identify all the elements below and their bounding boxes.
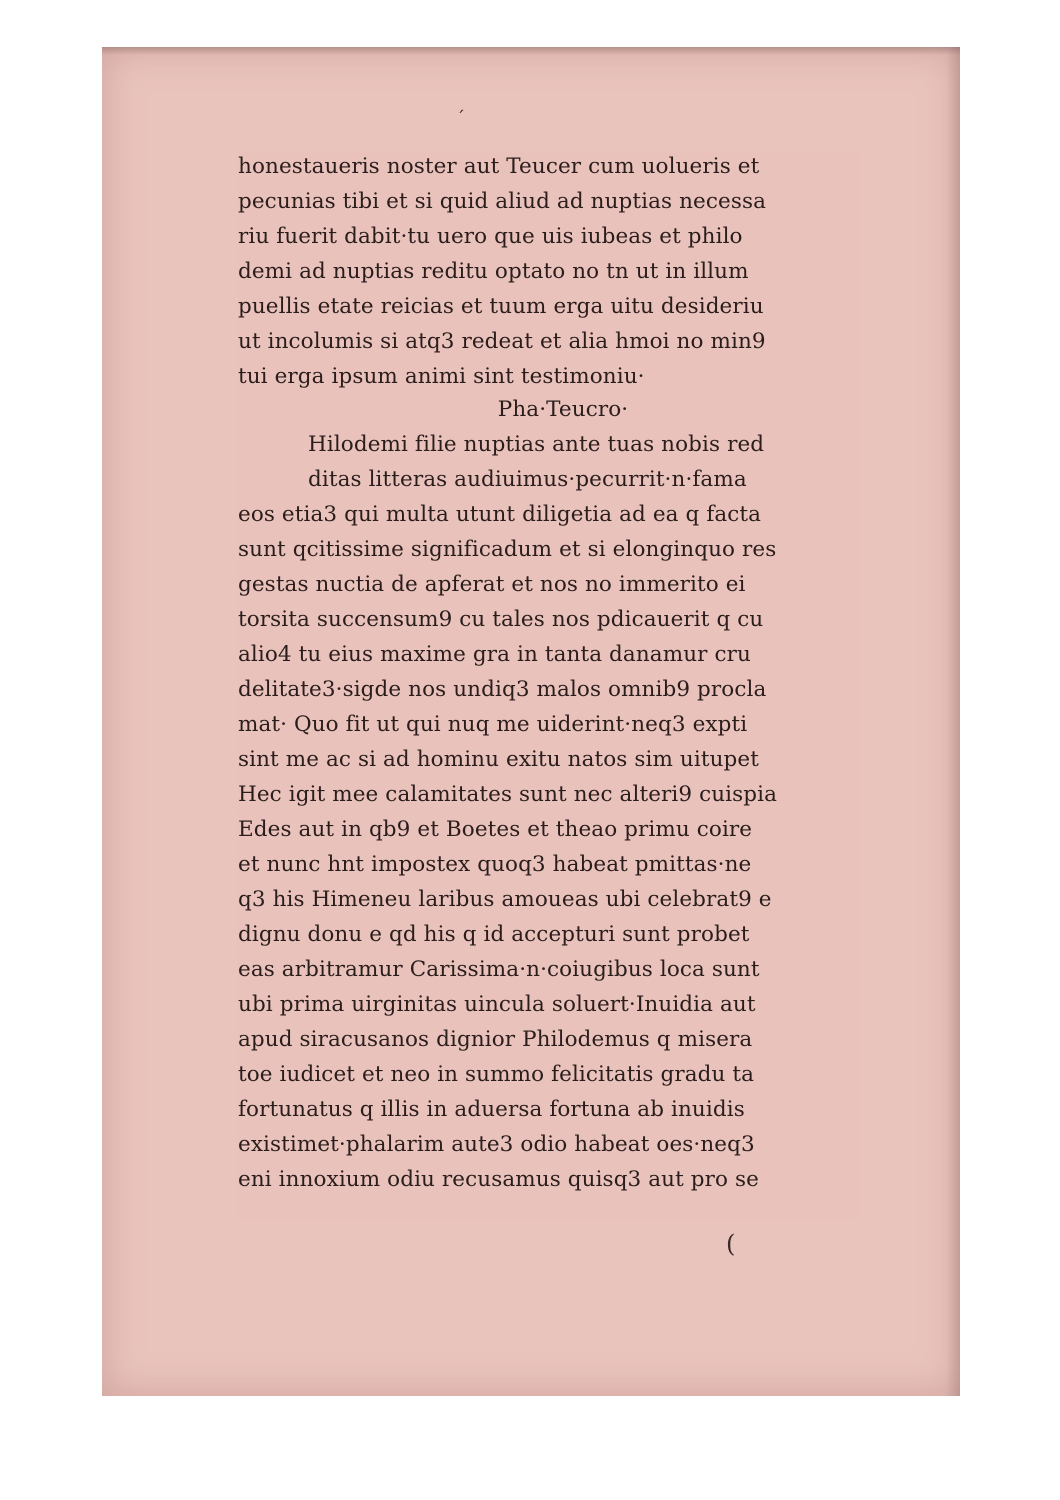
text-line: q3 his Himeneu laribus amoueas ubi celebrat9 e xyxy=(238,887,772,912)
text-line: tui erga ipsum animi sint testimoniu· xyxy=(238,364,645,389)
page-right-shadow xyxy=(946,47,960,1396)
text-line: gestas nuctia de apferat et nos no immerito ei xyxy=(238,572,746,597)
pencil-mark-top: ˊ xyxy=(456,108,465,129)
text-line: existimet·phalarim aute3 odio habeat oes·neq3 xyxy=(238,1132,755,1157)
text-line: eas arbitramur Carissima·n·coiugibus loca sunt xyxy=(238,957,760,982)
text-line: alio4 tu eius maxime gra in tanta danamur cru xyxy=(238,642,751,667)
page-top-shadow xyxy=(102,47,960,55)
text-line: apud siracusanos dignior Philodemus q misera xyxy=(238,1027,753,1052)
text-line: Hec igit mee calamitates sunt nec alteri9 cuispia xyxy=(238,782,778,807)
text-line: honestaueris noster aut Teucer cum uolueris et xyxy=(238,154,760,179)
text-line: sint me ac si ad hominu exitu natos sim uitupet xyxy=(238,747,759,772)
pencil-mark-bottom: ( xyxy=(726,1230,736,1258)
text-line: ubi prima uirginitas uincula soluert·Inuidia aut xyxy=(238,992,756,1017)
text-line: mat· Quo fit ut qui nuq me uiderint·neq3 expti xyxy=(238,712,748,737)
text-line: dignu donu e qd his q id accepturi sunt probet xyxy=(238,922,750,947)
text-line: et nunc hnt impostex quoq3 habeat pmittas·ne xyxy=(238,852,752,877)
text-line: sunt qcitissime significadum et si elonginquo res xyxy=(238,537,777,562)
text-line: ditas litteras audiuimus·pecurrit·n·fama xyxy=(308,467,747,492)
text-line: Hilodemi filie nuptias ante tuas nobis red xyxy=(308,432,765,457)
text-line: demi ad nuptias reditu optato no tn ut in illum xyxy=(238,259,749,284)
letter-heading: Pha·Teucro· xyxy=(497,397,629,422)
text-line: torsita succensum9 cu tales nos pdicauerit q cu xyxy=(238,607,764,632)
text-line: delitate3·sigde nos undiq3 malos omnib9 procla xyxy=(238,677,767,702)
text-line: puellis etate reicias et tuum erga uitu desideriu xyxy=(238,294,764,319)
text-line: ut incolumis si atq3 redeat et alia hmoi no min9 xyxy=(238,329,766,354)
text-line: eos etia3 qui multa utunt diligetia ad ea q facta xyxy=(238,502,762,527)
text-line: eni innoxium odiu recusamus quisq3 aut pro se xyxy=(238,1167,759,1192)
text-line: Edes aut in qb9 et Boetes et theao primu coire xyxy=(238,817,753,842)
text-line: toe iudicet et neo in summo felicitatis gradu ta xyxy=(238,1062,755,1087)
text-line: fortunatus q illis in aduersa fortuna ab inuidis xyxy=(238,1097,745,1122)
text-line: riu fuerit dabit·tu uero que uis iubeas et philo xyxy=(238,224,743,249)
printed-text-block xyxy=(238,150,858,1220)
text-line: pecunias tibi et si quid aliud ad nuptias necessa xyxy=(238,189,767,214)
